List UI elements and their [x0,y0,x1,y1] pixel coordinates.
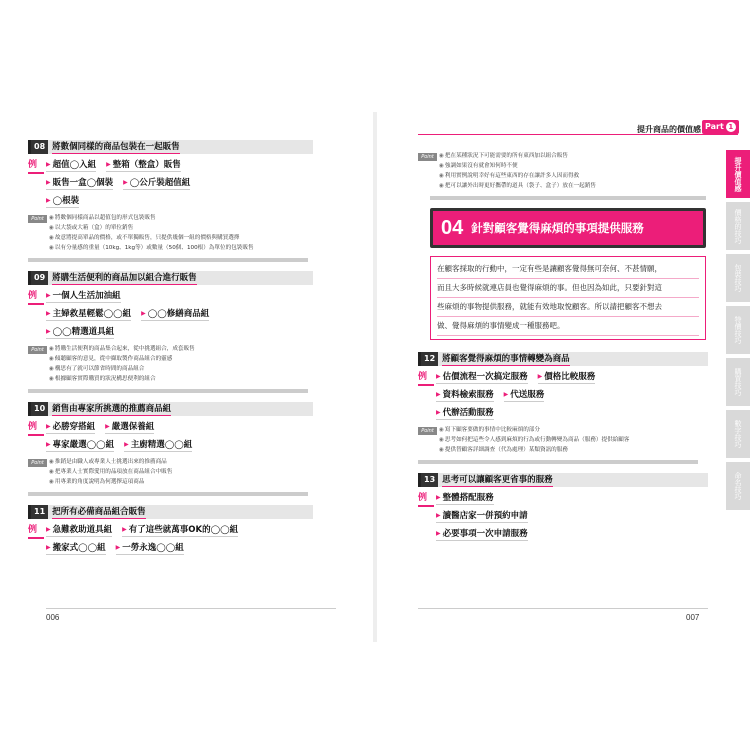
example-line [44,194,313,208]
section-header [418,352,708,366]
example-item: ▶ 代送服務 [504,388,545,402]
point-line: ◉ 思考如何把這些令人感到麻煩的行為或行動轉變為商品（服務）提供給顧客 [439,435,708,445]
point-list [439,425,708,455]
example-block [418,370,708,424]
section-divider [28,389,308,393]
example-lines [44,289,313,343]
chapter-title-box [430,208,706,248]
section-header [28,402,313,416]
example-block [28,289,313,343]
content-section [28,271,313,393]
side-tab: 提升價值感 [726,150,750,198]
example-item: ▶ 讀醫店家一併預約申請 [436,509,528,523]
example-lines [44,523,313,559]
example-item: ▶ 資料檢索服務 [436,388,494,402]
content-section [28,402,313,496]
point-block [28,344,313,384]
point-line: ◉ 提供替顧客詳細調查（代為處理）某類資訊的服務 [439,445,708,455]
point-block [418,425,708,455]
section-divider [28,258,308,262]
content-section [418,473,708,545]
example-block [28,523,313,559]
chapter-title: 針對顧客覺得麻煩的事項提供服務 [471,221,644,235]
point-tag: Point [28,459,47,467]
point-line: ◉ 傾聽顧客的意見，從中擷取製作商品組合的靈感 [49,354,313,364]
side-tab: 價格的技巧 [726,202,750,250]
example-block [418,491,708,545]
example-lines [434,491,708,545]
header-rule [418,134,738,135]
point-block [418,151,708,191]
example-line [434,388,708,402]
point-list [439,151,708,191]
example-line [44,541,313,555]
example-block [28,158,313,212]
point-list [49,344,313,384]
section-number: 08 [31,140,48,154]
point-line: ◉ 用專業的角度說明為何選擇這項商品 [49,477,313,487]
part-badge [702,120,739,134]
example-lines [44,420,313,456]
section-title: 把所有必備商品組合販售 [52,506,146,517]
example-line [434,527,708,541]
side-tab: 購買技巧 [726,358,750,406]
example-block [28,420,313,456]
example-item: ▶ 超值◯入組 [46,158,96,172]
point-line: ◉ 寫下顧客要做的事情中比較麻煩的部分 [439,425,708,435]
part-label: Part [705,122,724,131]
running-header-title: 提升商品的價值感 [637,125,701,134]
point-line: ◉ 以大袋或大箱（盒）的單位銷售 [49,223,313,233]
section-divider [430,196,706,200]
left-page [28,140,313,568]
right-page [418,150,708,554]
book-spine [373,112,377,642]
point-list [49,213,313,253]
point-line: ◉ 將購生活便利的商品集合起來，從中挑選組合，成套販售 [49,344,313,354]
example-item: ▶ 主婦救星輕鬆◯◯組 [46,307,131,321]
point-line: ◉ 以有分量感的重量（10kg、1kg等）或數量（50個、100根）為單位的包裝販售 [49,243,313,253]
point-line: ◉ 把專業人士實際愛用的品項放在商品組合中販售 [49,467,313,477]
point-line: ◉ 把可以讓外出時更好攜帶的道具（袋子、盒子）放在一起銷售 [439,181,708,191]
point-line: ◉ 利用實例說明幸好有這些東西的存在讓許多人因而得救 [439,171,708,181]
page-number-right: 007 [686,613,700,622]
example-item: ▶ ◯根裝 [46,194,79,208]
description-line: 做、覺得麻煩的事情變成一種服務吧。 [437,317,699,336]
section-header [28,271,313,285]
section-header [418,473,708,487]
example-tag: 例 [28,289,44,305]
example-lines [434,370,708,424]
example-line [44,420,313,434]
chapter-description [430,256,706,340]
section-number: 10 [31,402,48,416]
example-line [434,406,708,420]
example-tag: 例 [28,158,44,174]
point-tag: Point [418,153,437,161]
example-item: ▶ 必要事項一次申請服務 [436,527,528,541]
content-section [28,140,313,262]
example-line [44,438,313,452]
example-line [44,176,313,190]
point-block [28,213,313,253]
example-item: ▶ 販售一盒◯個裝 [46,176,113,190]
section-title: 思考可以讓顧客更省事的服務 [442,474,553,485]
right-sections [418,352,708,545]
example-item: ▶ ◯◯精選道具組 [46,325,114,339]
example-item: ▶ 專家嚴選◯◯組 [46,438,114,452]
section-number: 12 [421,352,438,366]
example-line [434,491,708,505]
point-line: ◉ 故意將提高單品的價格，或不單獨販售，只提供幾個一組的價格與購買選擇 [49,233,313,243]
point-line: ◉ 構思有了就可以節省時間的商品組合 [49,364,313,374]
point-line: ◉ 根據顧客實際購買的狀況構思便利的組合 [49,374,313,384]
example-item: ▶ 一個人生活加油組 [46,289,121,303]
section-number: 11 [31,505,48,519]
example-item: ▶ ◯◯修繕商品組 [141,307,209,321]
example-item: ▶ 估價流程一次搞定服務 [436,370,528,384]
example-lines [44,158,313,212]
example-line [44,523,313,537]
example-line [44,289,313,303]
footer-rule-left [46,608,336,609]
section-title: 銷售由專家所挑選的推薦商品組 [52,403,172,414]
section-divider [28,492,308,496]
side-tab: 包裝技巧 [726,254,750,302]
page-number-left: 006 [46,613,60,622]
footer-rule-right [418,608,708,609]
point-block [28,457,313,487]
example-line [434,509,708,523]
section-header [28,140,313,154]
example-item: ▶ 有了這些就萬事OK的◯◯組 [122,523,238,537]
example-tag: 例 [418,491,434,507]
example-item: ▶ 搬家式◯◯組 [46,541,106,555]
example-tag: 例 [28,523,44,539]
point-line: ◉ 強調如果沒有就會知何時不便 [439,161,708,171]
side-tab: 特價技巧 [726,306,750,354]
example-item: ▶ 一勞永逸◯◯組 [116,541,184,555]
point-tag: Point [28,346,47,354]
point-tag: Point [28,215,47,223]
example-tag: 例 [28,420,44,436]
example-item: ▶ 整箱（整盒）販售 [106,158,181,172]
example-item: ▶ 價格比較服務 [538,370,596,384]
example-line [44,307,313,321]
example-item: ▶ 代辦活動服務 [436,406,494,420]
point-line: ◉ 將數個同樣商品以超值包的形式包裝販售 [49,213,313,223]
point-list [49,457,313,487]
description-line: 在顧客採取的行動中，一定有些是讓顧客覺得無可奈何、不甚情願， [437,260,699,279]
section-number: 13 [421,473,438,487]
side-tab: 命名技巧 [726,462,750,510]
example-item: ▶ ◯公斤裝超值組 [123,176,190,190]
example-line [44,158,313,172]
example-tag: 例 [418,370,434,386]
point-line: ◉ 推銷是由職人或專業人士挑選出來的推薦商品 [49,457,313,467]
side-tabs [726,150,750,514]
section-number: 09 [31,271,48,285]
description-line: 些麻煩的事物提供服務，就能有效地取悅顧客。所以請把顧客不想去 [437,298,699,317]
section-title: 將數個同樣的商品包裝在一起販售 [52,141,180,152]
side-tab: 數字技巧 [726,410,750,458]
chapter-number: 04 [441,216,464,239]
description-line: 而且大多時候就連店員也覺得麻煩的事。但也因為如此，只要針對這 [437,279,699,298]
example-item: ▶ 整體搭配服務 [436,491,494,505]
example-item: ▶ 必勝穿搭組 [46,420,95,434]
part-number: 1 [726,122,736,132]
example-line [434,370,708,384]
section-header [28,505,313,519]
example-line [44,325,313,339]
point-line: ◉ 把在某種狀況下可能需要的所有東西加以組合販售 [439,151,708,161]
example-item: ▶ 急難救助道具組 [46,523,112,537]
example-item: ▶ 主廚精選◯◯組 [124,438,192,452]
example-item: ▶ 嚴選保養組 [105,420,154,434]
content-section [28,505,313,559]
point-tag: Point [418,427,437,435]
section-title: 將購生活便利的商品加以組合進行販售 [52,272,197,283]
content-section [418,352,708,464]
section-divider [418,460,698,464]
section-title: 將顧客覺得麻煩的事情轉變為商品 [442,353,570,364]
